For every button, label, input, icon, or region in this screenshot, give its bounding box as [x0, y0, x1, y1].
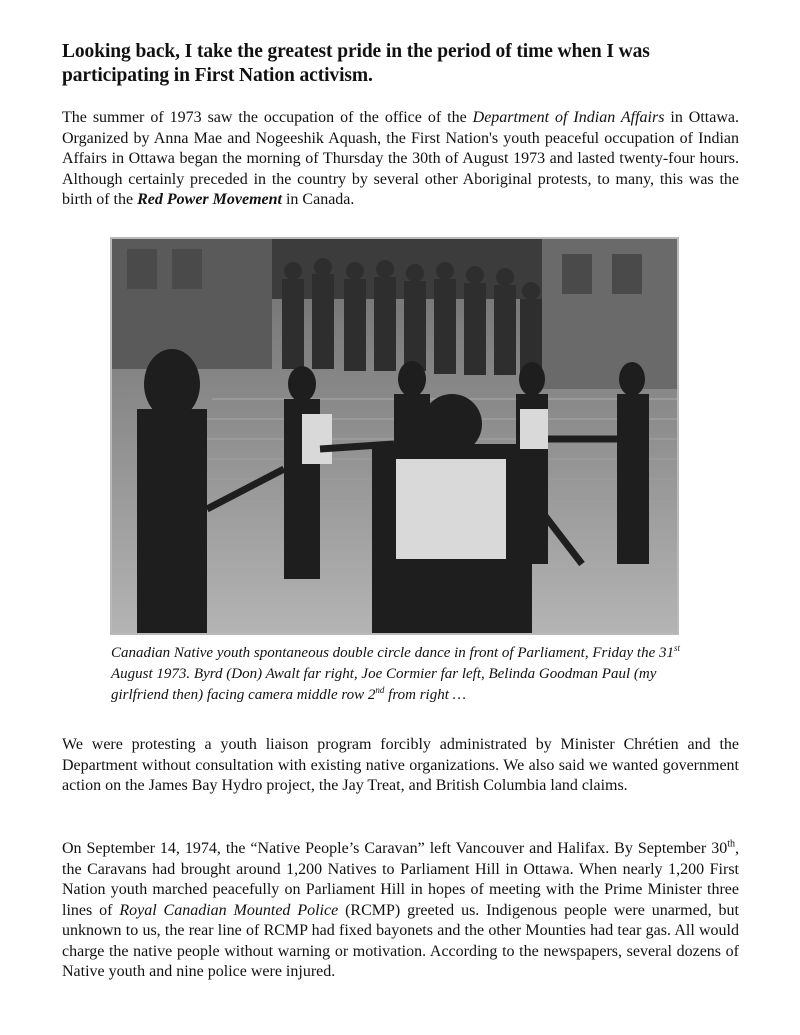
- text: in Ottawa. Organized by Anna Mae and Nogeeshik Aquash, the First Nation's youth peaceful occupation of Indian Affairs in Ottawa began the morning of Thursday the 30th of August 1973 and lasted twenty-four hours. Although certainly preceded in the country by several other Aboriginal protests, to many, this was the birth of the: [62, 109, 740, 208]
- text: , the Caravans had brought around 1,200 Natives to Parliament Hill in Ottawa. When nearly 1,200 First Nation youth marched peacefully on Parliament Hill in hopes of meeting with the Prime Minister three lines of: [62, 840, 739, 919]
- page-heading: Looking back, I take the greatest pride in the period of time when I was participating in First Nation activism.: [62, 41, 650, 86]
- text: On September 14, 1974, the “Native People’s Caravan” left Vancouver and Halifax. By September 30: [62, 840, 728, 857]
- superscript: st: [673, 643, 680, 653]
- photo-caption: [111, 643, 681, 706]
- circle-dance-photo: [110, 237, 679, 635]
- text: August 1973. Byrd (Don) Awalt far right, Joe Cormier far left, Belinda Goodman Paul (my girlfriend then) facing camera middle row 2: [111, 666, 657, 703]
- text: in Canada.: [281, 191, 355, 208]
- superscript: nd: [375, 685, 385, 695]
- paragraph-protest: We were protesting a youth liaison program forcibly administrated by Minister Chrétien and the Department without consultation with existing native organizations. We also said we wanted government action on the James Bay Hydro project, the Jay Treat, and British Columbia land claims.: [62, 736, 739, 794]
- page-body: [62, 40, 739, 211]
- red-power-movement: Red Power Movement: [137, 191, 282, 208]
- text: from right …: [384, 687, 466, 703]
- department-name: Department of Indian Affairs: [472, 109, 665, 126]
- text: The summer of 1973 saw the occupation of the office of the: [62, 109, 473, 126]
- superscript: th: [727, 838, 735, 850]
- text: Canadian Native youth spontaneous double circle dance in front of Parliament, Friday the 31: [111, 645, 674, 661]
- paragraph-caravan: [62, 839, 739, 983]
- paragraph-occupation: [62, 108, 739, 211]
- rcmp-name: Royal Canadian Mounted Police: [119, 901, 339, 919]
- text: (RCMP) greeted us. Indigenous people were unarmed, but unknown to us, the rear line of RCMP had fixed bayonets and the other Mounties had tear gas. All would charge the native people without warning or motivation. According to the newspapers, several dozens of Native youth and nine police were injured.: [62, 901, 739, 980]
